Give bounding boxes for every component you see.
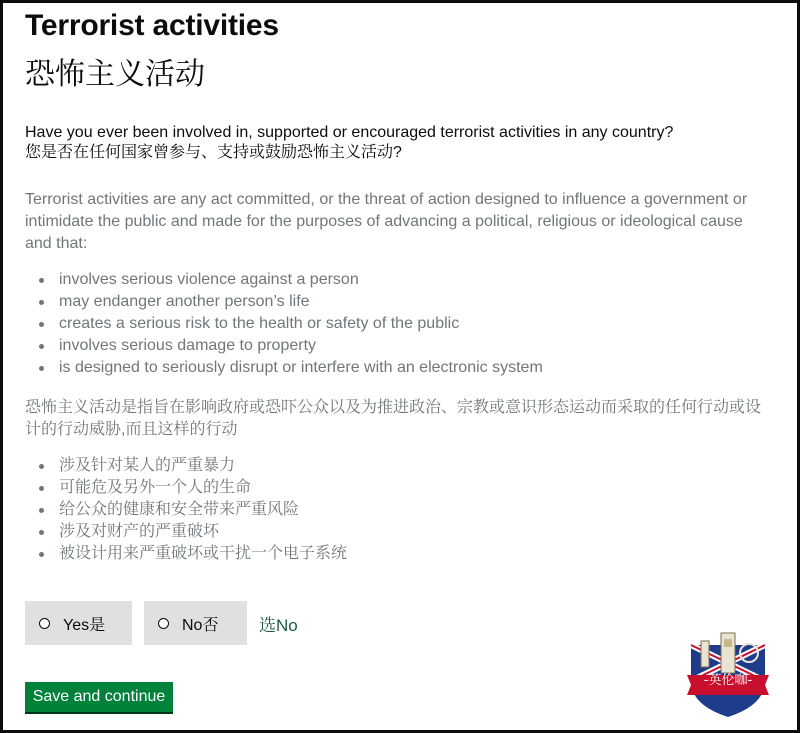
main-content [25,9,765,565]
list-item: involves serious damage to property [39,335,765,357]
yes-radio-button[interactable] [39,618,50,629]
no-radio-button[interactable] [158,618,169,629]
watermark-text: -英伦咖- [703,673,753,688]
list-item: involves serious violence against a person [39,269,765,291]
list-item: 涉及对财产的严重破坏 [39,521,765,543]
list-item: 涉及针对某人的严重暴力 [39,455,765,477]
list-item: 可能危及另外一个人的生命 [39,477,765,499]
hint-list-zh [25,455,765,565]
question [25,123,765,163]
yes-label: Yes是 [63,616,106,634]
list-item: creates a serious risk to the health or safety of the public [39,313,765,335]
watermark-logo [685,631,771,719]
hint-list-en [25,269,765,379]
save-and-continue-button[interactable]: Save and continue [25,682,173,712]
question-text-zh: 您是否在任何国家曾参与、支持或鼓励恐怖主义活动? [25,144,402,161]
question-text-en: Have you ever been involved in, supported or encouraged terrorist activities in any country? [25,124,674,141]
answer-radios [25,601,298,645]
page-title: Terrorist activities [25,9,279,42]
page-title-chinese: 恐怖主义活动 [25,57,205,92]
hint-text-en: Terrorist activities are any act committed, or the threat of action designed to influence a government or intimidate the public and made for the purposes of advancing a political, religious or ideological cause and that: [25,191,748,252]
list-item: 给公众的健康和安全带来严重风险 [39,499,765,521]
yes-radio-option[interactable] [25,601,132,645]
list-item: is designed to seriously disrupt or interfere with an electronic system [39,357,765,379]
no-radio-option[interactable] [144,601,247,645]
answer-note: 选No [259,615,298,635]
no-label: No否 [182,616,219,634]
list-item: 被设计用来严重破坏或干扰一个电子系统 [39,543,765,565]
hint-text-zh: 恐怖主义活动是指旨在影响政府或恐吓公众以及为推进政治、宗教或意识形态运动而采取的任何行动或设计的行动威胁,而且这样的行动 [25,399,762,438]
list-item: may endanger another person’s life [39,291,765,313]
